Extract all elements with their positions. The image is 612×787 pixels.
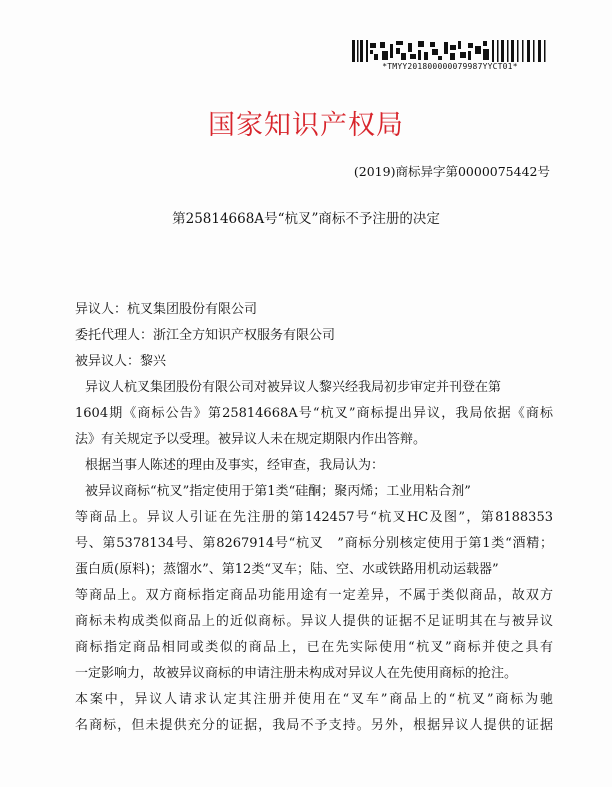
paragraph-line: 商标指定商品相同或类似的商品上，已在先实际使用“杭叉”商标并使之具有 xyxy=(75,640,553,655)
paragraph-line: 根据当事人陈述的理由及事实，经审查，我局认为： xyxy=(85,458,385,473)
respondent-line: 被异议人：黎兴 xyxy=(75,354,167,369)
barcode-number: *TMYY201800000079987YYCT01* xyxy=(382,62,518,71)
paragraph-line: 名商标，但未提供充分的证据，我局不予支持。另外，根据异议人提供的证据 xyxy=(75,718,553,733)
paragraph-line: 一定影响力，故被异议商标的申请注册未构成对异议人在先使用商标的抢注。 xyxy=(75,666,518,681)
paragraph-line: 商标未构成类似商品上的近似商标。异议人提供的证据不足证明其在与被异议 xyxy=(75,614,553,629)
decision-title: 第25814668A号“杭叉”商标不予注册的决定 xyxy=(172,211,440,227)
paragraph-line: 被异议商标“杭叉”指定使用于第1类“硅酮；聚丙烯；工业用粘合剂” xyxy=(85,484,471,499)
paragraph-line: 1604期《商标公告》第25814668A号“杭叉”商标提出异议，我局依据《商标 xyxy=(75,406,553,421)
paragraph-line: 蛋白质(原料)；蒸馏水”、第12类“叉车；陆、空、水或铁路用机动运载器” xyxy=(75,562,499,577)
paragraph-line: 等商品上。双方商标指定商品功能用途有一定差异，不属于类似商品，故双方 xyxy=(75,588,553,603)
paragraph-line: 法》有关规定予以受理。被异议人未在规定期限内作出答辩。 xyxy=(75,432,427,447)
paragraph-line: 异议人杭叉集团股份有限公司对被异议人黎兴经我局初步审定并刊登在第 xyxy=(85,380,502,395)
paragraph-line: 等商品上。异议人引证在先注册的第142457号“杭叉HC及图”，第8188353 xyxy=(75,510,553,525)
agency-name: 国家知识产权局 xyxy=(208,110,404,141)
document-number: (2019)商标异字第0000075442号 xyxy=(353,164,550,179)
agent-line: 委托代理人：浙江全方知识产权服务有限公司 xyxy=(75,328,336,343)
paragraph-line: 本案中，异议人请求认定其注册并使用在“叉车”商品上的“杭叉”商标为驰 xyxy=(75,692,553,707)
barcode-image xyxy=(352,40,548,62)
paragraph-line: 号、第5378134号、第8267914号“杭叉 ”商标分别核定使用于第1类“酒精； xyxy=(75,536,553,551)
objector-line: 异议人：杭叉集团股份有限公司 xyxy=(75,302,258,317)
